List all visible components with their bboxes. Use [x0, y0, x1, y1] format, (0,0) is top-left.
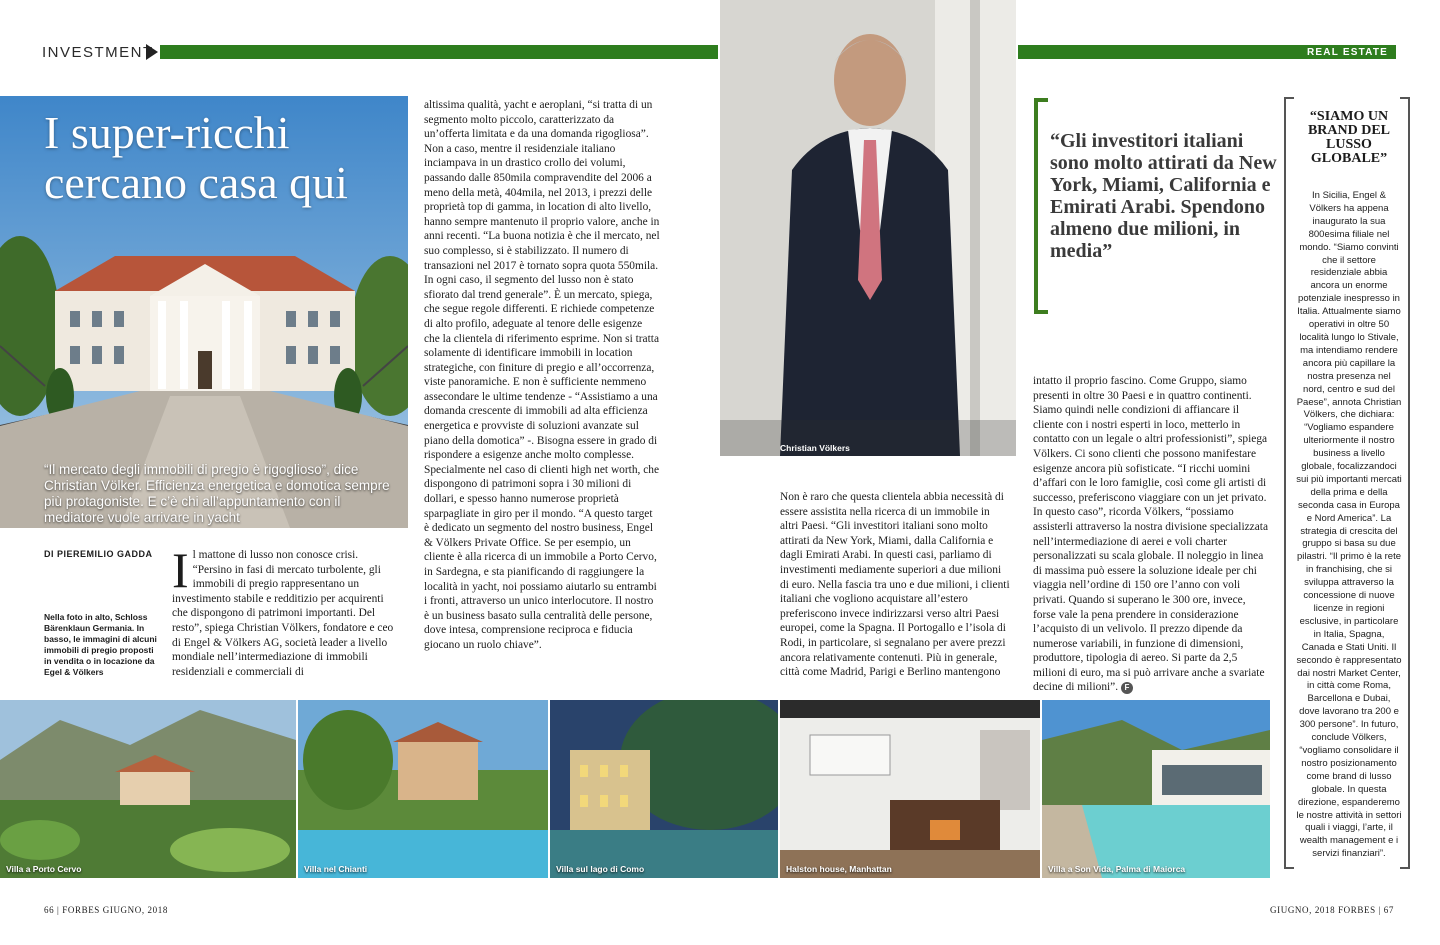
gallery-caption-4: Halston house, Manhattan	[786, 864, 892, 874]
gallery-photo-porto-cervo	[0, 700, 296, 878]
folio-right: GIUGNO, 2018 FORBES | 67	[1270, 905, 1394, 915]
gallery-caption-3: Villa sul lago di Como	[556, 864, 645, 874]
column-1-text: l mattone di lusso non conosce crisi. “Persino in fasi di mercato turbolente, gli immobili di pregio rappresentano un investimento stabile e redditizio per acquirenti che dispongono di patrimoni importanti. Del resto”, spiega Christian Völkers, fondatore e ceo di Engel & Völkers AG, società leader a livello mondiale nell’intermediazione di immobili residenziali e commerciali di	[172, 549, 394, 678]
pull-quote-bracket	[1034, 98, 1048, 314]
gallery-photo-son-vida	[1042, 700, 1270, 878]
article-column-3: Non è raro che questa clientela abbia necessità di essere assistita nella ricerca di un immobile in altri Paesi. “Gli investitori italiani sono molto attirati da New York, Miami, dalla California e dagli Emirati Arabi. In questi casi, parliamo di investimenti mediamente superiori a due milioni di euro. Nella fascia tra uno e due milioni, i clienti italiani che vogliono acquistare all’estero preferiscono invece indirizzarsi verso altri Paesi europei, come la Spagna. Il Portogallo e l’isola di Rodi, in particolare, si segnalano per avere prezzi ancora relativamente contenuti. Più in generale, città come Madrid, Parigi e Berlino mantengono	[780, 491, 1010, 679]
article-column-2: altissima qualità, yacht e aeroplani, “si tratta di un segmento molto piccolo, caratterizzato da un’offerta limitata e da una domanda rigogliosa”. Non a caso, mentre il residenziale italiano inciampava in un drastico crollo dei volumi, passando dalle 850mila compravendite del 2006 a meno della metà, 404mila, nel 2013, i prezzi delle proprietà top di gamma, in location di alto livello, hanno sempre mantenuto il proprio valore, anche in anni recenti. “La buona notizia è che il mercato, nel suo complesso, si è stabilizzato. Il numero di transazioni nel 2017 è tornato sopra quota 550mila. In ogni caso, il segmento del lusso non è stato sfiorato dal trend generale”. È un mercato, spiega, che segue regole differenti. E richiede competenze di alto profilo, adeguate al tenore delle esigenze che la clientela di riferimento esprime. Non si tratta solamente di identificare immobili in location strategiche, con finiture di pregio e all’occorrenza, viste panoramiche. E non è sufficiente nemmeno assecondare le ultime tendenze - “Assistiamo a una domanda crescente di immobili ad alta efficienza energetica e provviste di soluzioni avanzate sul piano della domotica” -. Bisogna essere in grado di rispondere a esigenze anche molto complesse. Specialmente nel caso di clienti high net worth, che dispongono di patrimoni sopra i 30 milioni di dollari, e spesso hanno numerose proprietà sparpagliate in giro per il mondo. “A questo target è dedicato un segmento del nostro business, Engel & Völkers Private Office. Se per esempio, un cliente è alla ricerca di un immobile a Porto Cervo, in Sardegna, e sta pianificando di raggiungere la località in yacht, noi possiamo aiutarlo su entrambi i fronti, attraverso un unico interlocutore. Il nostro è un business basato sulla centralità delle persone, dove intesa, comprensione reciproca e fiducia giocano un ruolo chiave”.	[424, 99, 660, 651]
article-column-4	[1033, 374, 1269, 695]
article-title: I super-ricchi cercano casa qui	[44, 107, 348, 208]
photo-caption-note: Nella foto in alto, Schloss Bärenklaun Germania. In basso, le immagini di alcuni immobili di pregio proposti in vendita o in locazione da Egel & Völkers	[44, 612, 157, 677]
column-4-text: intatto il proprio fascino. Come Gruppo, siamo presenti in oltre 30 Paesi e in quattro continenti. Siamo quindi nelle condizioni di affiancare il cliente con i nostri esperti in loco, metterlo in contatto con un legale o altri professionisti”, spiega Völkers. Ci sono clienti che possono manifestare esigenze ancora più sofisticate. “I ricchi uomini d’affari con le loro famiglie, così come gli artisti di successo, preferiscono viaggiare con un jet privato. In questo caso”, ricorda Völkers, “possiamo assisterli attraverso la nostra divisione specializzata nell’intermediazione di aerei e voli charter personalizzati su scala globale. Il noleggio in linea di massima può essere la soluzione ideale per chi viaggia nell’ordine di 150 ore l’anno con voli privati. Quando si superano le 300 ore, invece, forse vale la pena prendere in considerazione l’acquisto di un velivolo. Il prezzo dipende da numerose variabili, in funzione di dimensioni, produttore, tipologia di aereo. Si parte da 2,5 milioni di euro, ma si può arrivare anche a svariate decine di milioni”.	[1033, 375, 1269, 694]
sidebar-title: “SIAMO UN BRAND DEL LUSSO GLOBALE”	[1307, 109, 1391, 166]
gallery-strip	[0, 700, 1270, 878]
article-standfirst: “Il mercato degli immobili di pregio è rigoglioso”, dice Christian Völker. Efficienza energetica e domotica sempre più protagoniste. E c’è chi all’appuntamento con il mediatore vuole arrivare in yacht	[44, 462, 390, 525]
gallery-photo-manhattan	[780, 700, 1040, 878]
sidebar-text: In Sicilia, Engel & Völkers ha appena inaugurato la sua 800esima filiale nel mondo. “Siamo convinti che il settore residenziale abbia ancora un enorme potenziale inespresso in Italia. Attualmente siamo operativi in oltre 50 località lungo lo Stivale, ma intendiamo rendere ancora più capillare la nostra presenza nel nord, centro e sud del Paese”, annota Christian Völkers, che dichiara: “Vogliamo espandere ulteriormente il nostro business a livello globale, focalizzandoci sui più importanti mercati della prima e della seconda casa in Europa e Nord America”. La strategia di crescita del gruppo si basa su due pilastri. “Il primo è la rete in franchising, che si sviluppa attraverso la concessione di nuove licenze in regioni esclusive, in particolare in Italia, Spagna, Canada e Stati Uniti. Il secondo è rappresentato dai nostri Market Center, in città come Roma, Barcellona e Dubai, dove lavorano tra 200 e 300 persone”. In futuro, conclude Völkers, “vogliamo consolidare il nostro posizionamento come brand di lusso globale. In questa direzione, espanderemo le nostre attività in settori quali i viaggi, l’arte, il wealth management e i servizi finanziari”.	[1296, 190, 1402, 860]
gallery-caption-1: Villa a Porto Cervo	[6, 864, 82, 874]
byline: DI PIEREMILIO GADDA	[44, 549, 153, 559]
gallery-caption-5: Villa a Son Vida, Palma di Maiorca	[1048, 864, 1186, 874]
section-label-real-estate: REAL ESTATE	[1307, 47, 1388, 58]
section-label-investment: INVESTMENT	[42, 44, 154, 61]
gallery-caption-2: Villa nel Chianti	[304, 864, 368, 874]
header-rule-left	[160, 45, 718, 59]
article-column-1	[172, 542, 398, 679]
sidebar-bracket-left	[1284, 97, 1294, 869]
section-arrow-icon	[146, 44, 158, 60]
folio-left: 66 | FORBES GIUGNO, 2018	[44, 905, 168, 915]
portrait-caption: Christian Völkers	[780, 443, 850, 453]
forbes-end-mark-icon: F	[1121, 682, 1133, 694]
gallery-photo-como	[550, 700, 778, 878]
pull-quote: “Gli investitori italiani sono molto attirati da New York, Miami, California e Emirati Arabi. Spendono almeno due milioni, in media”	[1050, 130, 1277, 262]
portrait-photo	[720, 0, 1016, 456]
gallery-photo-chianti	[298, 700, 548, 878]
drop-cap: I	[172, 542, 189, 598]
